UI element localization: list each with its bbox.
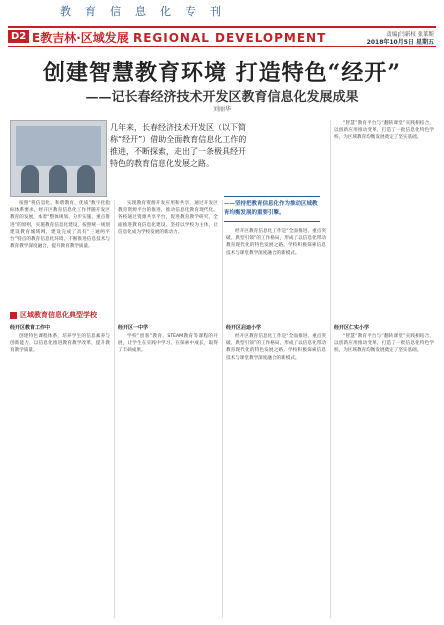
edition-badge: D2 xyxy=(8,30,29,43)
article-column xyxy=(10,333,110,618)
column-text: 学校“创客”教育、STEAM教育等课程的开展，让学生在实践中学习、在探索中成长，取得了丰硕成果。 xyxy=(118,334,218,354)
column-divider xyxy=(114,200,115,618)
header-rule xyxy=(8,26,436,28)
editor-credit: 责编|闫新权 张莱斯 xyxy=(386,32,434,38)
column-divider xyxy=(222,200,223,618)
subheadline: ——记长春经济技术开发区教育信息化发展成果 xyxy=(85,90,359,105)
column-text: 按照“将信息化、和谐教育、优质”数字化指标体系要求，经开区教育信息化工作伴随开发区教育的发展，本着“整体规划、分步实施、重点推进”的原则，实施教育信息化建设，按照统一规划建设教育城域网，建设完成了具有“三通两平台”特点的教育信息化环境，不断推进信息技术与教育教学深度融合，提升教育教学质量。 xyxy=(10,201,110,250)
article-column xyxy=(334,333,434,618)
issue-date: 2018年10月5日 星期五 xyxy=(366,39,434,46)
page-meta xyxy=(367,31,434,47)
photo-screen xyxy=(16,126,101,166)
masthead-banner xyxy=(0,0,444,22)
intro-paragraph: 几年来，长春经济技术开发区（以下简称“经开”）借助全面教育信息化工作的推进，不断探索，走出了一条极具经开特色的教育信息化发展之路。 xyxy=(110,123,247,168)
column-text: 经开区教育信息化工作是“全面推进、重点突破、典型引领”的工作格局，形成了以信息化带动教育现代化的特色发展之路。学校积极探索信息技术与课堂教学深度融合的新模式。 xyxy=(226,229,326,256)
headline: 创建智慧教育环境 打造特色“经开” xyxy=(43,60,401,86)
subsection-title: 经开区教育工作中 xyxy=(10,325,51,331)
column-text: 创建特色课程体系，培养学生的信息素养与创新能力，以信息化推进教育教学改革，提升教育教学质量。 xyxy=(10,334,110,354)
column-text: “智慧”教育平台与“翻转课堂”实践相结合，以创新应用推动变革，打造了一批信息化特色学校，为区域教育均衡发展奠定了坚实基础。 xyxy=(334,334,434,354)
subsection-title: 经开区一中学 xyxy=(118,325,149,331)
subsection-title: 经开区启迪小学 xyxy=(226,325,262,331)
byline: 刘丽华 xyxy=(212,106,231,113)
article-column xyxy=(226,333,326,618)
article-column xyxy=(334,120,434,305)
column-text: 实现教育资源开发应用和共享，通过开发区教育资源平台的推进，推动信息化教育现代化。各校通过资源共享平台，促进教育教学研究，全面推进教育信息化建设，坚持以学校为主体，让信息化成为学校发展的新动力。 xyxy=(118,201,218,235)
column-text: “智慧”教育平台与“翻转课堂”实践相结合，以创新应用推动变革，打造了一批信息化特色学校，为区域教育均衡发展奠定了坚实基础。 xyxy=(334,121,434,141)
column-text: 经开区教育信息化工作是“全面推进、重点突破、典型引领”的工作格局，形成了以信息化带动教育现代化的特色发展之路。学校积极探索信息技术与课堂教学深度融合的新模式。 xyxy=(226,334,326,361)
header-rule-bottom xyxy=(8,46,436,47)
article-column xyxy=(226,228,326,305)
subsection-title: 经开区仁实小学 xyxy=(334,325,370,331)
section-title-cn: E教吉林·区域发展 xyxy=(32,31,129,45)
section-title-en: REGIONAL DEVELOPMENT xyxy=(132,31,327,45)
banner-text: 教育信息化专刊 xyxy=(60,5,235,18)
article-photo xyxy=(10,120,107,197)
article-column xyxy=(10,200,110,305)
section-heading: 区域教育信息化典型学校 xyxy=(10,310,97,320)
article-column xyxy=(118,200,218,305)
photo-figure xyxy=(77,165,95,193)
heading-bar xyxy=(10,312,17,319)
column-divider xyxy=(330,120,331,618)
pull-quote: ——坚持把教育信息化作为推动区域教育均衡发展的重要引擎。 xyxy=(224,196,320,222)
photo-figure xyxy=(49,165,67,193)
article-column xyxy=(118,333,218,618)
section-title xyxy=(32,29,326,46)
photo-figure xyxy=(21,165,39,193)
